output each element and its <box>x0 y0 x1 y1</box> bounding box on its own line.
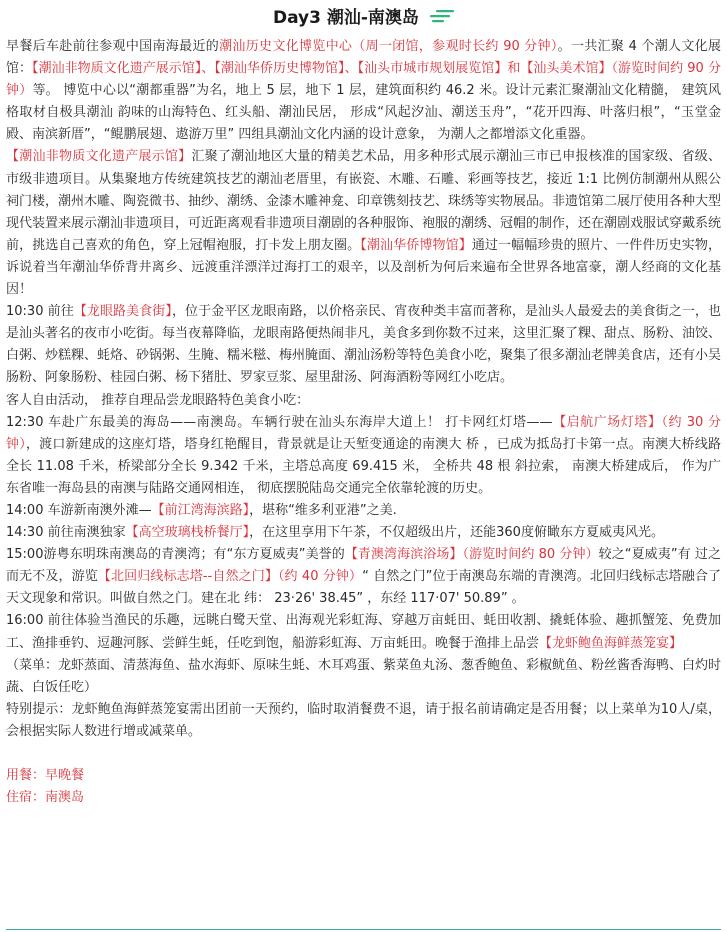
paragraph-bund: 14:00 车游新南澳外滩—【前江湾海滨路】，堪称“维多利亚港”之美. <box>6 502 397 518</box>
paragraph-expo-center: 早餐后车赴前往参观中国南海最近的潮汕历史文化博览中心（周一闭馆，参观时长约 90 分钟）。一共汇聚 4 个潮人文化展馆：【潮汕非物质文化遗产展示馆】、【潮汕华侨历史博物馆】、【汕头市城市规划展览馆】和【汕头美术馆】（游览时间约 90 分钟）等。 博览中心以“潮都重器”为名，地上 5 层，地下 1 层，建筑面积约 46.2 米。设计元素汇聚潮汕文化精髓， 建筑风格取材自极具潮汕 韵味的山海特色、红头船、潮汕民居， 形成“风起汐汕、潮送玉舟”，“花开四海、叶落归根”，“玉堂金殿、南滨新厝”，“鲲鹏展翅、遨游万里” 四组具潮汕文化内涵的设计意象， 为潮人之都增添文化重器。 <box>6 39 721 143</box>
highlight-glass-restaurant: 【高空玻璃栈桥餐厅】 <box>125 525 250 541</box>
page-title: Day3 潮汕-南澳岛 <box>272 7 419 28</box>
highlight-lighthouse: 【启航广场灯塔】（约 30 分钟） <box>6 414 721 452</box>
paragraph-glass-bridge: 14:30 前往南澳独家【高空玻璃栈桥餐厅】，在这里享用下午茶，不仅超级出片，还能360度俯瞰东方夏威夷风光。 <box>6 525 664 541</box>
highlight-seaside-road: 【前江湾海滨路】 <box>151 502 250 518</box>
paragraph-qingao-bay: 15:00游粤东明珠南澳岛的青澳湾；有“东方夏威夷”美誉的【青澳湾海滨浴场】（游览时间约 80 分钟）较之“夏威夷”有 过之而无不及，游览【北回归线标志塔--自然之门】（约 40 分钟）“ 自然之门”位于南澳岛东端的青澳湾。北回归线标志塔融合了天文现象和常识。叫做自然之门。建在北 纬： 23·26' 38.45” ，东经 117·07' 50.89” 。 <box>6 547 721 607</box>
highlight-expo-center: 潮汕历史文化博览中心（周一闭馆，参观时长约 90 分钟） <box>219 39 558 54</box>
paragraph-heritage-hall: 【潮汕非物质文化遗产展示馆】汇聚了潮汕地区大量的精美艺术品，用多种形式展示潮汕三市已申报核准的国家级、省级、市级非遗项目。从集聚地方传统建筑技艺的潮汕老厝里，有嵌瓷、木雕、石雕、彩画等技艺，接近 1:1 比例仿制潮州从熙公祠门楼，潮州木雕、陶瓷微书、抽纱、潮绣、金漆木雕神龛、印章镌刻技艺、珠绣等实物展品。非遗馆第二展厅使用各种大型现代装置来展示潮汕非遗项目，可近距离观看非遗项目潮剧的各种服饰、袍服的潮绣、冠帽的制作，还在潮剧戏服试穿戴系统前，挑选自己喜欢的角色，穿上冠帽袍服，打卡发上朋友圈。【潮汕华侨博物馆】通过一幅幅珍贵的照片、一件件历史实物，诉说着当年潮汕华侨背井离乡、远渡重洋漂洋过海打工的艰辛，以及剖析为何后来遍布全世界各地富豪，潮人经商的文化基因！ <box>6 149 722 298</box>
menu-lines-icon <box>430 5 454 31</box>
paragraph-free-activity: 客人自由活动， 推荐自理品尝龙眼路特色美食小吃： <box>6 392 310 408</box>
highlight-food-street: 【龙眼路美食街】 <box>73 304 172 320</box>
meals-info: 用餐：早晚餐 <box>6 768 85 783</box>
paragraph-nanao-island: 12:30 车赴广东最美的海岛——南澳岛。车辆行驶在汕头东海岸大道上！ 打卡网红灯塔——【启航广场灯塔】（约 30 分钟），渡口新建成的这座灯塔，塔身红艳醒目，背景就是让天堑变通途的南澳大 桥 ，已成为抵岛打卡第一点。南澳大桥线路全长 11.08 千米，桥梁部分全长 9.342 千米，主塔总高度 69.415 米， 全桥共 48 根 斜拉索， 南澳大桥建成后， 作为广东省唯一海岛县的南澳与陆路交通网相连， 彻底摆脱陆岛交通完全依靠轮渡的历史。 <box>6 414 721 496</box>
paragraph-fishing: 16:00 前往体验当渔民的乐趣，远眺白鹭天堂、出海观光彩虹海、穿越万亩蚝田、蚝田收割、撬蚝体验、趣抓蟹笼、免费加工、渔排垂钓、逗趣河豚、尝鲜生蚝，任吃到饱，船游彩虹海、万亩蚝田。晚餐于渔排上品尝【龙虾鲍鱼海鲜蒸笼宴】 <box>6 613 721 651</box>
paragraph-food-street: 10:30 前往【龙眼路美食街】，位于金平区龙眼南路，以价格亲民、宵夜种类丰富而著称，是汕头人最爱去的美食街之一，也是汕头著名的夜市小吃街。每当夜幕降临，龙眼南路便热闹非凡，美食多到你数不过来，这里汇聚了粿、甜点、肠粉、油饺、白粥、炒糕粿、蚝烙、砂锅粥、生腌、糯米糍、梅州腌面、潮汕汤粉等特色美食小吃，聚集了很多潮汕老牌美食店，还有小吴肠粉、阿象肠粉、桂园白粥、杨下猪肚、罗家豆浆、屋里甜汤、阿海酒粉等网红小吃店。 <box>6 304 722 386</box>
hotel-info: 住宿：南澳岛 <box>6 790 85 805</box>
highlight-exhibition-halls: 【潮汕非物质文化遗产展示馆】、【潮汕华侨历史博物馆】、【汕头市城市规划展览馆】和【汕头美术馆】（游览时间约 90 分钟） <box>6 61 721 99</box>
highlight-beach: 【青澳湾海滨浴场】（游览时间约 80 分钟） <box>344 547 599 563</box>
highlight-tropic-tower: 【北回归线标志塔--自然之门】（约 40 分钟） <box>97 569 363 585</box>
highlight-seafood-feast: 【龙虾鲍鱼海鲜蒸笼宴】 <box>539 635 683 651</box>
paragraph-menu: （菜单：龙虾蒸面、清蒸海鱼、盐水海虾、原味生蚝、木耳鸡蛋、紫菜鱼丸汤、葱香鲍鱼、彩椒鱿鱼、粉丝酱香海鸭、白灼时蔬、白饭任吃） <box>6 657 722 695</box>
highlight-overseas-museum: 【潮汕华侨博物馆】 <box>360 237 472 253</box>
divider <box>6 929 721 930</box>
day-header <box>6 4 721 34</box>
paragraph-special-notice: 特别提示：龙虾鲍鱼海鲜蒸笼宴需出团前一天预约，临时取消餐费不退，请于报名前请确定是否用餐；以上菜单为10人/桌，会根据实际人数进行增或减菜单。 <box>6 701 721 739</box>
highlight-heritage-hall: 【潮汕非物质文化遗产展示馆】 <box>6 149 192 165</box>
